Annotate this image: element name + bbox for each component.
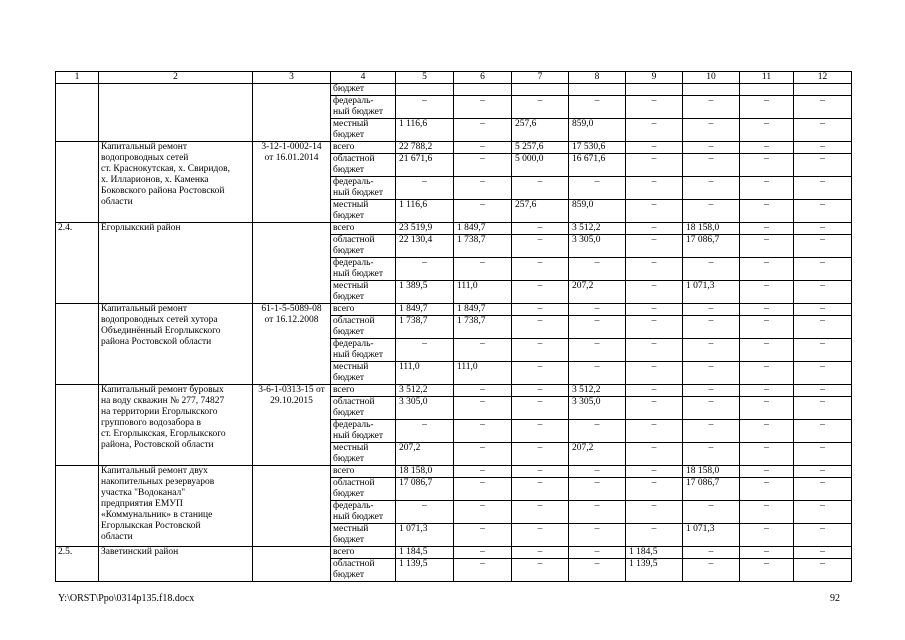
value-cell: – (740, 177, 794, 200)
value-cell: 1 071,3 (683, 281, 740, 304)
value-cell: 21 671,6 (396, 154, 454, 177)
value-cell: – (396, 177, 454, 200)
funding-source-cell: местный бюджет (331, 443, 396, 466)
value-cell: 17 530,6 (569, 142, 626, 154)
value-cell: 1 071,3 (683, 524, 740, 547)
value-cell: – (626, 142, 683, 154)
value-cell: – (396, 420, 454, 443)
value-cell: 22 788,2 (396, 142, 454, 154)
value-cell: – (683, 397, 740, 420)
value-cell: – (794, 223, 852, 235)
value-cell: – (740, 142, 794, 154)
value-cell: – (740, 339, 794, 362)
funding-source-cell: федераль- ный бюджет (331, 339, 396, 362)
value-cell: – (512, 524, 569, 547)
funding-source-cell: федераль- ный бюджет (331, 258, 396, 281)
object-name-cell: Егорлыкский район (99, 223, 253, 304)
value-cell: – (683, 258, 740, 281)
value-cell: – (454, 501, 512, 524)
value-cell: 1 139,5 (626, 559, 683, 582)
value-cell: – (626, 177, 683, 200)
value-cell (626, 84, 683, 96)
value-cell: – (683, 200, 740, 223)
value-cell: 3 305,0 (569, 235, 626, 258)
funding-source-cell: областной бюджет (331, 154, 396, 177)
value-cell: – (794, 339, 852, 362)
funding-source-cell: местный бюджет (331, 119, 396, 142)
funding-source-cell: федераль- ный бюджет (331, 177, 396, 200)
value-cell (396, 84, 454, 96)
value-cell: 3 512,2 (569, 223, 626, 235)
value-cell: – (626, 258, 683, 281)
value-cell: – (569, 501, 626, 524)
value-cell: – (740, 258, 794, 281)
value-cell: – (454, 559, 512, 582)
header-cell: 6 (454, 72, 512, 84)
value-cell: 207,2 (396, 443, 454, 466)
value-cell: – (740, 420, 794, 443)
value-cell (569, 84, 626, 96)
value-cell: – (683, 339, 740, 362)
value-cell: – (740, 235, 794, 258)
value-cell: – (794, 142, 852, 154)
object-name-cell: Капитальный ремонт двух накопительных резервуаров участка "Водоканал" предприятия ЕМУП «Коммунальник» в станице Егорлыкская Ростовской области (99, 466, 253, 547)
value-cell: – (454, 119, 512, 142)
value-cell: – (512, 281, 569, 304)
value-cell: – (626, 443, 683, 466)
value-cell: – (683, 547, 740, 559)
value-cell: – (794, 524, 852, 547)
object-name-cell: Капитальный ремонт буровых на воду скважин № 277, 74827 на территории Егорлыкского группового водозабора в ст. Егорлыкская, Егорлыкского района, Ростовской области (99, 385, 253, 466)
value-cell: – (626, 223, 683, 235)
value-cell: – (569, 339, 626, 362)
funding-source-cell: областной бюджет (331, 316, 396, 339)
value-cell: 22 130,4 (396, 235, 454, 258)
value-cell: – (512, 96, 569, 119)
value-cell: 207,2 (569, 281, 626, 304)
value-cell: – (512, 420, 569, 443)
value-cell: – (740, 362, 794, 385)
value-cell: – (683, 316, 740, 339)
value-cell: – (512, 223, 569, 235)
value-cell: – (626, 420, 683, 443)
document-cell: 3-6-1-0313-15 от 29.10.2015 (253, 385, 331, 466)
value-cell: – (740, 154, 794, 177)
value-cell: – (683, 362, 740, 385)
value-cell: – (683, 443, 740, 466)
value-cell: – (740, 559, 794, 582)
value-cell: – (569, 466, 626, 478)
value-cell: – (512, 258, 569, 281)
value-cell: – (626, 154, 683, 177)
value-cell: 1 184,5 (396, 547, 454, 559)
value-cell: 18 158,0 (396, 466, 454, 478)
value-cell (512, 84, 569, 96)
item-number-cell (56, 385, 99, 466)
value-cell: – (740, 547, 794, 559)
value-cell (794, 84, 852, 96)
value-cell: – (683, 119, 740, 142)
value-cell: – (512, 339, 569, 362)
value-cell: – (454, 466, 512, 478)
value-cell: – (569, 177, 626, 200)
funding-source-cell: местный бюджет (331, 362, 396, 385)
value-cell: 23 519,9 (396, 223, 454, 235)
item-number-cell: 2.4. (56, 223, 99, 304)
value-cell: – (626, 316, 683, 339)
header-cell: 1 (56, 72, 99, 84)
table-row (56, 547, 852, 559)
table-row (56, 223, 852, 235)
value-cell: 17 086,7 (683, 478, 740, 501)
value-cell: – (454, 397, 512, 420)
funding-source-cell: областной бюджет (331, 235, 396, 258)
object-name-cell (99, 84, 253, 142)
value-cell: – (683, 385, 740, 397)
value-cell: – (512, 316, 569, 339)
value-cell: – (454, 339, 512, 362)
value-cell: – (794, 281, 852, 304)
value-cell: 111,0 (396, 362, 454, 385)
value-cell: 1 184,5 (626, 547, 683, 559)
value-cell: 1 139,5 (396, 559, 454, 582)
value-cell: – (626, 200, 683, 223)
value-cell: – (569, 316, 626, 339)
value-cell: – (740, 223, 794, 235)
value-cell: – (454, 478, 512, 501)
value-cell: – (626, 96, 683, 119)
value-cell: – (396, 501, 454, 524)
value-cell: – (683, 142, 740, 154)
value-cell: – (512, 362, 569, 385)
funding-source-cell: областной бюджет (331, 478, 396, 501)
value-cell: – (512, 397, 569, 420)
value-cell: – (569, 524, 626, 547)
value-cell: – (626, 501, 683, 524)
funding-source-cell: областной бюджет (331, 397, 396, 420)
value-cell: – (626, 524, 683, 547)
footer-page-number: 92 (830, 593, 840, 604)
value-cell: – (740, 304, 794, 316)
value-cell: 1 738,7 (396, 316, 454, 339)
value-cell: – (569, 420, 626, 443)
header-cell: 5 (396, 72, 454, 84)
value-cell: – (626, 385, 683, 397)
value-cell: – (794, 316, 852, 339)
value-cell: 3 305,0 (396, 397, 454, 420)
value-cell: – (569, 559, 626, 582)
funding-source-cell: всего (331, 385, 396, 397)
funding-source-cell: всего (331, 223, 396, 235)
value-cell: – (794, 420, 852, 443)
value-cell: – (454, 524, 512, 547)
value-cell: – (794, 385, 852, 397)
value-cell: – (794, 154, 852, 177)
object-name-cell: Капитальный ремонт водопроводных сетей ст. Краснокутская, х. Свиридов, х. Илларионов, х. Каменка Боковского района Ростовской области (99, 142, 253, 223)
value-cell: 16 671,6 (569, 154, 626, 177)
value-cell: – (454, 547, 512, 559)
value-cell: – (794, 397, 852, 420)
funding-source-cell: местный бюджет (331, 200, 396, 223)
value-cell: – (454, 96, 512, 119)
funding-source-cell: всего (331, 142, 396, 154)
item-number-cell: 2.5. (56, 547, 99, 582)
value-cell: – (794, 200, 852, 223)
value-cell: – (794, 177, 852, 200)
value-cell: – (626, 397, 683, 420)
value-cell: – (794, 235, 852, 258)
value-cell (740, 84, 794, 96)
table-row (56, 466, 852, 478)
funding-source-cell: всего (331, 547, 396, 559)
value-cell: – (683, 420, 740, 443)
value-cell: – (683, 154, 740, 177)
value-cell: – (794, 547, 852, 559)
value-cell: 1 849,7 (396, 304, 454, 316)
value-cell: – (512, 547, 569, 559)
value-cell: – (626, 339, 683, 362)
value-cell: – (683, 96, 740, 119)
value-cell: 1 389,5 (396, 281, 454, 304)
value-cell: – (569, 258, 626, 281)
header-row (56, 72, 852, 84)
value-cell: – (569, 478, 626, 501)
value-cell: 3 512,2 (569, 385, 626, 397)
value-cell: 257,6 (512, 119, 569, 142)
value-cell: – (512, 235, 569, 258)
value-cell: – (454, 177, 512, 200)
item-number-cell (56, 84, 99, 142)
value-cell: – (454, 142, 512, 154)
value-cell: – (512, 466, 569, 478)
value-cell: – (683, 304, 740, 316)
value-cell: – (569, 547, 626, 559)
table-body (56, 72, 852, 582)
value-cell: – (683, 501, 740, 524)
value-cell: – (396, 339, 454, 362)
table-row (56, 142, 852, 154)
value-cell: – (396, 96, 454, 119)
header-cell: 7 (512, 72, 569, 84)
value-cell: – (740, 524, 794, 547)
value-cell: – (794, 96, 852, 119)
value-cell: 1 738,7 (454, 316, 512, 339)
value-cell (454, 84, 512, 96)
value-cell: 18 158,0 (683, 466, 740, 478)
value-cell: – (454, 420, 512, 443)
value-cell: 18 158,0 (683, 223, 740, 235)
document-cell: 3-12-1-0002-14 от 16.01.2014 (253, 142, 331, 223)
value-cell: 207,2 (569, 443, 626, 466)
value-cell: – (794, 466, 852, 478)
value-cell: – (740, 443, 794, 466)
value-cell: – (626, 235, 683, 258)
value-cell: – (794, 501, 852, 524)
value-cell: 1 116,6 (396, 200, 454, 223)
document-cell (253, 223, 331, 304)
value-cell: – (512, 501, 569, 524)
header-cell: 8 (569, 72, 626, 84)
document-cell (253, 547, 331, 582)
value-cell: 3 305,0 (569, 397, 626, 420)
value-cell: 1 071,3 (396, 524, 454, 547)
funding-source-cell: областной бюджет (331, 559, 396, 582)
funding-source-cell: бюджет (331, 84, 396, 96)
value-cell: – (794, 559, 852, 582)
value-cell: – (794, 119, 852, 142)
item-number-cell (56, 466, 99, 547)
value-cell: – (512, 304, 569, 316)
value-cell: 1 849,7 (454, 304, 512, 316)
header-cell: 11 (740, 72, 794, 84)
value-cell: – (740, 466, 794, 478)
value-cell: 257,6 (512, 200, 569, 223)
value-cell: 5 000,0 (512, 154, 569, 177)
value-cell: – (454, 154, 512, 177)
value-cell: – (740, 478, 794, 501)
value-cell: – (626, 466, 683, 478)
value-cell: 111,0 (454, 362, 512, 385)
header-cell: 4 (331, 72, 396, 84)
value-cell (683, 84, 740, 96)
funding-source-cell: местный бюджет (331, 281, 396, 304)
budget-table (55, 71, 852, 582)
value-cell: 3 512,2 (396, 385, 454, 397)
document-cell: 61-1-5-5089-08 от 16.12.2008 (253, 304, 331, 385)
value-cell: – (740, 200, 794, 223)
item-number-cell (56, 142, 99, 223)
value-cell: 17 086,7 (683, 235, 740, 258)
value-cell: – (454, 200, 512, 223)
value-cell: – (794, 304, 852, 316)
value-cell: – (794, 443, 852, 466)
value-cell: – (454, 258, 512, 281)
document-cell (253, 466, 331, 547)
value-cell: 5 257,6 (512, 142, 569, 154)
value-cell: – (626, 478, 683, 501)
table-row (56, 84, 852, 96)
header-cell: 9 (626, 72, 683, 84)
value-cell: – (683, 559, 740, 582)
header-cell: 3 (253, 72, 331, 84)
value-cell: 859,0 (569, 200, 626, 223)
funding-source-cell: местный бюджет (331, 524, 396, 547)
value-cell: – (569, 96, 626, 119)
value-cell: – (740, 385, 794, 397)
value-cell: – (512, 177, 569, 200)
funding-source-cell: всего (331, 466, 396, 478)
footer-file-path: Y:\ORST\Ppo\0314p135.f18.docx (58, 593, 195, 604)
value-cell: – (396, 258, 454, 281)
table-row (56, 385, 852, 397)
value-cell: – (794, 362, 852, 385)
object-name-cell: Капитальный ремонт водопроводных сетей хутора Объединённый Егорлыкского района Ростовской области (99, 304, 253, 385)
value-cell: 17 086,7 (396, 478, 454, 501)
item-number-cell (56, 304, 99, 385)
value-cell: – (454, 385, 512, 397)
value-cell: – (740, 501, 794, 524)
value-cell: – (740, 316, 794, 339)
value-cell: – (794, 258, 852, 281)
document-cell (253, 84, 331, 142)
object-name-cell: Заветинский район (99, 547, 253, 582)
value-cell: – (512, 478, 569, 501)
funding-source-cell: федераль- ный бюджет (331, 96, 396, 119)
header-cell: 12 (794, 72, 852, 84)
header-cell: 10 (683, 72, 740, 84)
table-row (56, 304, 852, 316)
value-cell: – (454, 443, 512, 466)
funding-source-cell: федераль- ный бюджет (331, 420, 396, 443)
funding-source-cell: всего (331, 304, 396, 316)
value-cell: 859,0 (569, 119, 626, 142)
funding-source-cell: федераль- ный бюджет (331, 501, 396, 524)
value-cell: – (626, 304, 683, 316)
value-cell: – (683, 177, 740, 200)
value-cell: – (740, 119, 794, 142)
value-cell: – (740, 397, 794, 420)
value-cell: – (512, 559, 569, 582)
header-cell: 2 (99, 72, 253, 84)
value-cell: – (512, 443, 569, 466)
value-cell: – (794, 478, 852, 501)
value-cell: – (569, 362, 626, 385)
value-cell: – (569, 304, 626, 316)
value-cell: – (626, 281, 683, 304)
value-cell: 1 849,7 (454, 223, 512, 235)
value-cell: – (626, 362, 683, 385)
value-cell: 1 738,7 (454, 235, 512, 258)
value-cell: – (740, 96, 794, 119)
value-cell: – (512, 385, 569, 397)
value-cell: – (626, 119, 683, 142)
value-cell: 111,0 (454, 281, 512, 304)
value-cell: 1 116,6 (396, 119, 454, 142)
value-cell: – (740, 281, 794, 304)
